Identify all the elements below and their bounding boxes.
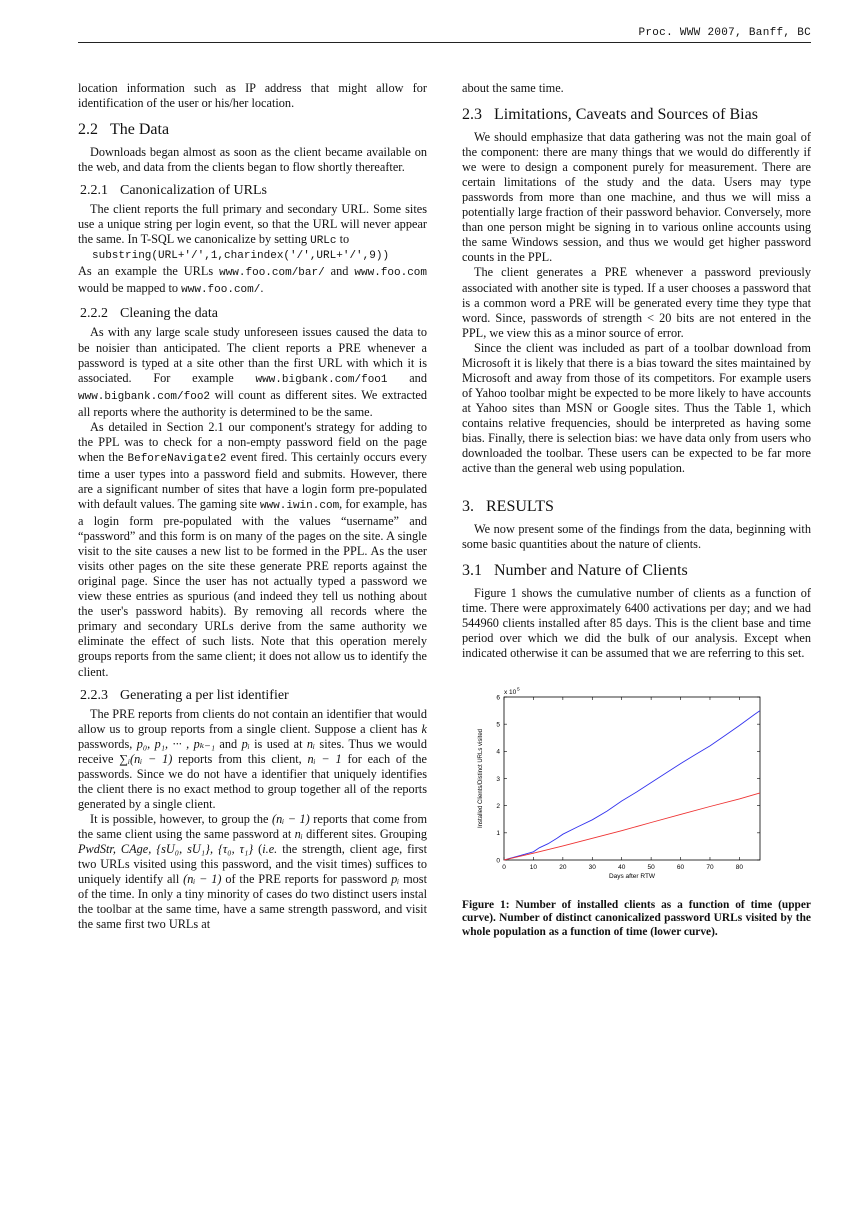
paragraph-cleaning-1: As with any large scale study unforeseen issues caused the data to be noisier than anticipated. The client reports a PRE whenever a password is typed at a site other than the first URL with which it is associated. For example www.bigbank.com/foo1 and www.bigbank.com/foo2 will count as different sites. We extracted all reports where the authority is determined to be the same. [78,325,427,419]
y-tick-label: 2 [496,803,500,811]
right-column [462,81,811,940]
x-tick-label: 20 [559,864,567,872]
paragraph-results-intro: We now present some of the findings from the data, beginning with some basic quantities about the nature of clients. [462,522,811,552]
paragraph-location-info: location information such as IP address that might allow for identification of the user or his/her location. [78,81,427,111]
y-tick-label: 3 [496,776,500,784]
section-2-2-heading: 2.2 The Data [78,121,170,139]
running-head: Proc. WWW 2007, Banff, BC [638,27,811,39]
x-tick-label: 70 [706,864,714,872]
x-tick-label: 30 [588,864,596,872]
paragraph-canonicalization: The client reports the full primary and secondary URL. Some sites use a unique string per login event, so that the URL will never appear the same. In T-SQL we canonicalize by setting URLc to [78,202,427,248]
section-3-heading: 3. RESULTS [462,498,554,516]
paragraph-same-time: about the same time. [462,81,564,95]
y-multiplier-exponent: 5 [517,687,520,693]
figure-1 [462,683,811,939]
paragraph-identifier-1: The PRE reports from clients do not contain an identifier that would allow us to group reports from a single client. Suppose a client has k passwords, p₀, p₁, ··· , pₖ₋₁ and pᵢ is used at nᵢ sites. Thus we would receive ∑ᵢ(nᵢ − 1) reports from this client, nᵢ − 1 for each of the passwords. Since we do not have a identifier that uniquely identifies the client there is no exact method to group together all of the reports generated by a single client. [78,706,428,811]
paragraph-limitations-3: Since the client was included as part of a toolbar download from Microsoft it is likely that there is a bias toward the sites maintained by Microsoft and away from those of its competitors. For example users of Yahoo toolbar might be expected to be more likely to have accounts at Yahoo sites than MSN or Google sites. Thus the Table 1, which contains relative frequencies, should be interpreted as having some bias. Finally, there is selection bias: we have data only from users who downloaded the toolbar. These users can be expected to be far more active than the general web using population. [462,340,811,476]
x-tick-label: 0 [502,864,506,872]
x-axis-label: Days after RTW [608,873,656,881]
paragraph-limitations-2: The client generates a PRE whenever a password previously associated with another site is typed. If a user chooses a password that is a common word a PRE will be generated every time they type that word. Since, passwords of strength < 20 bits are not entered in the PPL, we view this as a minor source of error. [462,265,811,340]
left-column [78,81,427,932]
section-3-1-heading: 3.1 Number and Nature of Clients [462,562,688,580]
paragraph-limitations-1: We should emphasize that data gathering was not the main goal of the component: there are many things that we would do differently if we were to design a component purely for measurement. There are certain limitations of the study and the data. Users may type passwords from more than one machine, and thus we will miss a potentially large fraction of their password behavior. Conversely, more than one person might be signing in to various online accounts using the same Windows session, and thus we would get higher password counts in the PPL. [462,130,811,265]
code-substring: substring(URL+'/',1,charindex('/',URL+'/',9)) [92,250,390,263]
y-tick-label: 5 [496,721,500,729]
plot-frame [504,697,760,860]
y-tick-label: 6 [496,694,500,702]
section-2-2-3-heading: 2.2.3 Generating a per list identifier [80,687,289,703]
y-tick-label: 1 [496,830,500,838]
paragraph-canonicalization-example: As an example the URLs www.foo.com/bar/ and www.foo.com would be mapped to www.foo.com/. [78,264,428,297]
x-tick-label: 50 [647,864,655,872]
x-tick-label: 10 [529,864,538,872]
section-2-3-heading: 2.3 Limitations, Caveats and Sources of Bias [462,106,758,124]
section-2-2-1-heading: 2.2.1 Canonicalization of URLs [80,183,267,199]
x-tick-label: 40 [618,864,626,872]
paragraph-cleaning-2: As detailed in Section 2.1 our component's strategy for adding to the PPL was to check for a non-empty password field on the page when the BeforeNavigate2 event fired. This certainly occurs every time a user types into a password field and submits. However, there are a significant number of sites that have a login form pre-populated with default values. The gaming site www.iwin.com, for example, has a login form pre-populated with the values “username” and “password” and this form is on many of the pages on the site. A single visit to the site causes a new list to be formed in the PPL. As the user visits other pages on the site these generate PRE reports against the original page. Since the user has not actually typed a password we view these entries as spurious (and indeed they tell us nothing about the user's password habits). By removing all records where the primary and secondary URLs derive from the same authority we eliminate the effect of such lists. Note that this operation merely groups reports from the same client; it does not allow us to identify the client. [78,419,427,679]
section-2-2-2-heading: 2.2.2 Cleaning the data [80,306,218,322]
paragraph-identifier-2: It is possible, however, to group the (nᵢ − 1) reports that come from the same client using the same password at nᵢ different sites. Grouping PwdStr, CAge, {sU₀, sU₁}, {τ₀, τ₁} (i.e. the strength, client age, first two URLs visited using this password, and the visit times) suffices to uniquely identify all (nᵢ − 1) of the PRE reports for password pᵢ most of the time. In only a tiny minority of cases do two distinct users instal the toolbar at the same time, have a same strength password, and visit the same first two URLs at [78,811,428,932]
figure-1-chart [462,683,811,888]
paragraph-clients: Figure 1 shows the cumulative number of clients as a function of time. There were approximately 6400 activations per day; and we had 544960 clients installed after 85 days. This is the client base and time period over which we did the bulk of our analysis. Except when indicated otherwise it can be assumed that we are referring to this set. [462,586,811,661]
y-tick-label: 4 [496,749,500,757]
x-tick-label: 60 [676,864,685,872]
x-tick-label: 80 [735,864,744,872]
y-axis-label: Installed Clients/Distinct URLs visited [478,729,484,829]
header-rule [78,42,811,43]
y-tick-label: 0 [496,857,500,865]
y-multiplier-label: x 10 [504,689,517,697]
figure-1-caption: Figure 1: Number of installed clients as a function of time (upper curve). Number of distinct canonicalized password URLs visited by the whole population as a function of time (lower curve). [462,898,811,939]
paragraph-data: Downloads began almost as soon as the client became available on the web, and data from the clients began to flow shortly thereafter. [78,145,427,175]
